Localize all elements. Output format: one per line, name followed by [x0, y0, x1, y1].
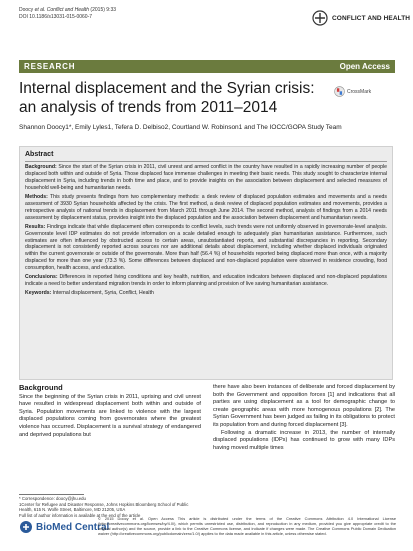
- footnote: [19, 496, 199, 518]
- section-heading-background: Background: [19, 383, 63, 392]
- body-right-column: [213, 384, 395, 452]
- license-text: © 2015 Doocy et al. Open Access This article is distributed under the terms of the Creative Commons Attribution 4.0 International License (http://creativecommons.org/licenses/by/4.0/), which permits unrestricted use, distribution, and reproduction in any medium, provided you give appropriate credit to the original author(s) and the source, provide a link to the Creative Commons license, and indicate if changes were made. The Creative Commons Public Domain Dedication waiver (http://creativecommons.org/publicdomain/zero/1.0/) applies to the data made available in this article, unless otherwise stated.: [98, 516, 396, 537]
- body-paragraph: there have also been instances of deliberate and forced displacement by both the Government and opposition forces [1] and indications that all parties are using displacement as a tool for demographic change to create geographic areas with more homogenous populations [2]. The Syrian Government has been judged as failing in its obligations to protect its population from and during forced displacement [3].: [213, 384, 395, 428]
- body-paragraph: Since the beginning of the Syrian crisis in 2011, uprising and civil unrest have resulted in widespread displacement both within and outside of Syria. Population movements are linked to violence with the largest displaced populations coming from governorates where the greatest violence has occurred. Displacement is a survival strategy of endangered and deprived populations but: [19, 393, 201, 438]
- citation-header: Doocy et al. Conflict and Health (2015) 9:33 DOI 10.1186/s13031-015-0060-7: [19, 7, 117, 20]
- abstract-results: Results: Findings indicate that while displacement often corresponds to conflict levels, such trends were not uniformly observed in governorate-level analysis. Governorate level IDP estimates do not provide information on a scale detailed enough to adequately plan humanitarian assistance. Furthermore, such estimates are often influenced by obstructed access to certain areas, unsubstantiated reports, and substantial discrepancies in reporting. Secondary displacement is not consistently reported across sources nor are additional details about displacement, including whether displaced individuals originated within the current governorate or outside of the governorate. More than half (56.4 %) of households reported being displaced more than once, with a majority displaced for more than one year (73.3 %). Some differences between displaced and non-displaced population were observed in residence crowding, food consumption, health access, and education.: [25, 223, 387, 272]
- abstract-box: [19, 146, 393, 380]
- crossmark-label: CrossMark: [347, 88, 372, 95]
- article-banner: [19, 60, 395, 73]
- crossmark-badge[interactable]: [334, 86, 371, 97]
- article-type-label: RESEARCH: [24, 62, 76, 71]
- journal-name: CONFLICT AND HEALTH: [332, 14, 411, 22]
- footnote-divider: [19, 494, 84, 495]
- open-access-label: Open Access: [339, 62, 390, 71]
- abstract-heading: Abstract: [25, 151, 54, 158]
- journal-logo-icon: [312, 10, 328, 26]
- author-affiliation: 1Center for Refugee and Disaster Response, Johns Hopkins Bloomberg School of Public Health, 615 N. Wolfe Street, Baltimore, MD 21205, USA: [19, 501, 189, 512]
- correspondence-email[interactable]: * Correspondence: doocy@jhu.edu: [19, 496, 86, 501]
- publisher-name: BioMed Central: [36, 521, 110, 533]
- doi-text: DOI 10.1186/s13031-015-0060-7: [19, 13, 93, 20]
- journal-logo[interactable]: [312, 10, 410, 26]
- publisher-logo-icon: [19, 520, 33, 534]
- article-title: Internal displacement and the Syrian crisis: an analysis of trends from 2011–2014: [19, 80, 315, 116]
- publisher-logo[interactable]: [19, 520, 109, 534]
- journal-citation: et al. Conflict and Health: [34, 7, 90, 13]
- abstract-conclusions: Conclusions: Differences in reported living conditions and key health, nutrition, and education indicators between displaced and non-displaced populations indicate a need to better understand migration trends in order to inform planning and provision of live saving humanitarian assistance.: [25, 274, 387, 288]
- crossmark-icon: [334, 86, 345, 97]
- abstract-methods: Methods: This study presents findings from two complementary methods: a desk review of displaced population estimates and movements and a needs assessment of 3930 Syrian households affected by the crisis. The first method, a desk review of displaced population estimates and movements, provides a retrospective analysis of national trends in displacement from March 2011 through June 2014. The second method, analysis of findings from a 2014 needs assessment by displacement status, provides insight into the displaced population and the association between displacement and humanitarian needs.: [25, 193, 387, 221]
- author-info-note: Full list of author information is available at the end of the article: [19, 512, 141, 518]
- abstract-divider: [25, 161, 387, 162]
- body-paragraph: Following a dramatic increase in 2013, the number of internally displaced populations (IDPs) has continued to grow with many IDPs having moved multiple times: [213, 429, 395, 451]
- abstract-keywords: Keywords: Internal displacement, Syria, Conflict, Health: [25, 290, 154, 297]
- author-list: Shannon Doocy1*, Emily Lyles1, Tefera D. Delbiso2, Courtland W. Robinson1 and The IOCC/GOPA Study Team: [19, 124, 342, 131]
- abstract-background: Background: Since the start of the Syrian crisis in 2011, civil unrest and armed conflict in the country have resulted in a rapidly increasing number of people displaced both within and outside of Syria. Those displaced face immense challenges in meeting their basic needs. This study sought to characterize internal displacement in Syria, including trends in both time and place, and to provide insights on the association between displacement and selected measures of household well-being and humanitarian needs.: [25, 164, 387, 191]
- body-left-column: [19, 384, 201, 439]
